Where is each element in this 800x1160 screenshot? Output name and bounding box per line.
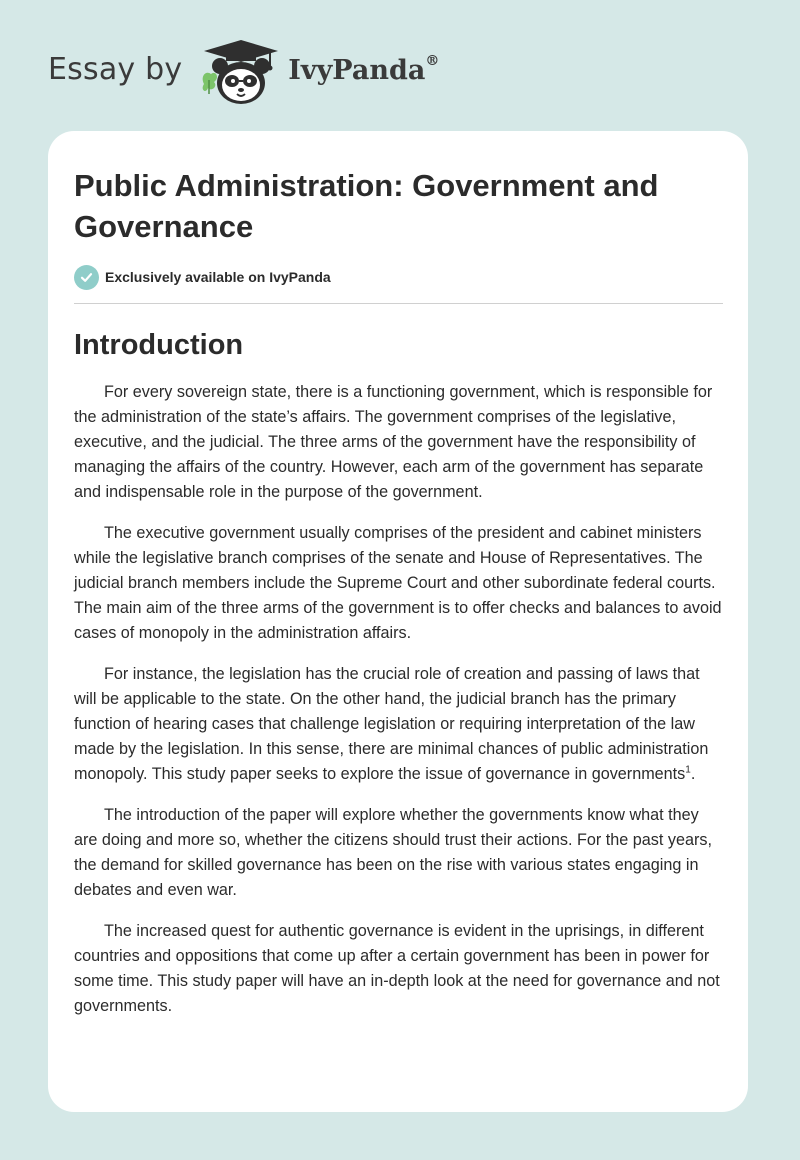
check-circle-icon <box>74 265 99 290</box>
brand-name[interactable]: IvyPanda® <box>288 52 440 86</box>
essay-card <box>48 131 748 1112</box>
paragraph: The executive government usually comprises of the president and cabinet ministers while the legislative branch comprises of the senate and House of Representatives. The judicial branch members include the Supreme Court and other subordinate federal courts. The main aim of the three arms of the government is to offer checks and balances to avoid cases of monopoly in the administration affairs. <box>74 524 722 642</box>
site-header <box>48 36 439 108</box>
exclusive-badge <box>74 264 722 290</box>
section-heading: Introduction <box>74 329 244 361</box>
footnote-ref[interactable]: 1 <box>685 764 691 776</box>
page-title: Public Administration: Government and Governance <box>74 168 659 244</box>
essay-by-label: Essay by <box>48 51 183 87</box>
graduate-panda-icon[interactable] <box>196 36 286 108</box>
paragraph: The introduction of the paper will explore whether the governments know what they are doing and more so, whether the citizens should trust their actions. For the past years, the demand for skilled governance has been on the rise with various states engaging in debates and even war. <box>74 806 712 899</box>
exclusive-label: Exclusively available on IvyPanda <box>105 269 331 285</box>
registered-mark: ® <box>425 52 440 69</box>
essay-body <box>74 380 722 1019</box>
divider <box>74 303 723 304</box>
paragraph: The increased quest for authentic governance is evident in the uprisings, in different countries and oppositions that come up after a certain government has been in power for some time. This study paper will have an in-depth look at the need for governance and not governments. <box>74 922 720 1015</box>
paragraph: For instance, the legislation has the crucial role of creation and passing of laws that will be applicable to the state. On the other hand, the judicial branch has the primary function of hearing cases that challenge legislation or requiring interpretation of the law made by the legislation. In this sense, there are minimal chances of public administration monopoly. This study paper seeks to explore the issue of governance in governments$^1$. <box>74 665 709 783</box>
paragraph: For every sovereign state, there is a functioning government, which is responsible for the administration of the state’s affairs. The government comprises of the legislative, executive, and the judicial. The three arms of the government have the responsibility of managing the affairs of the country. However, each arm of the government has separate and indispensable role in the purpose of the government. <box>74 383 713 501</box>
